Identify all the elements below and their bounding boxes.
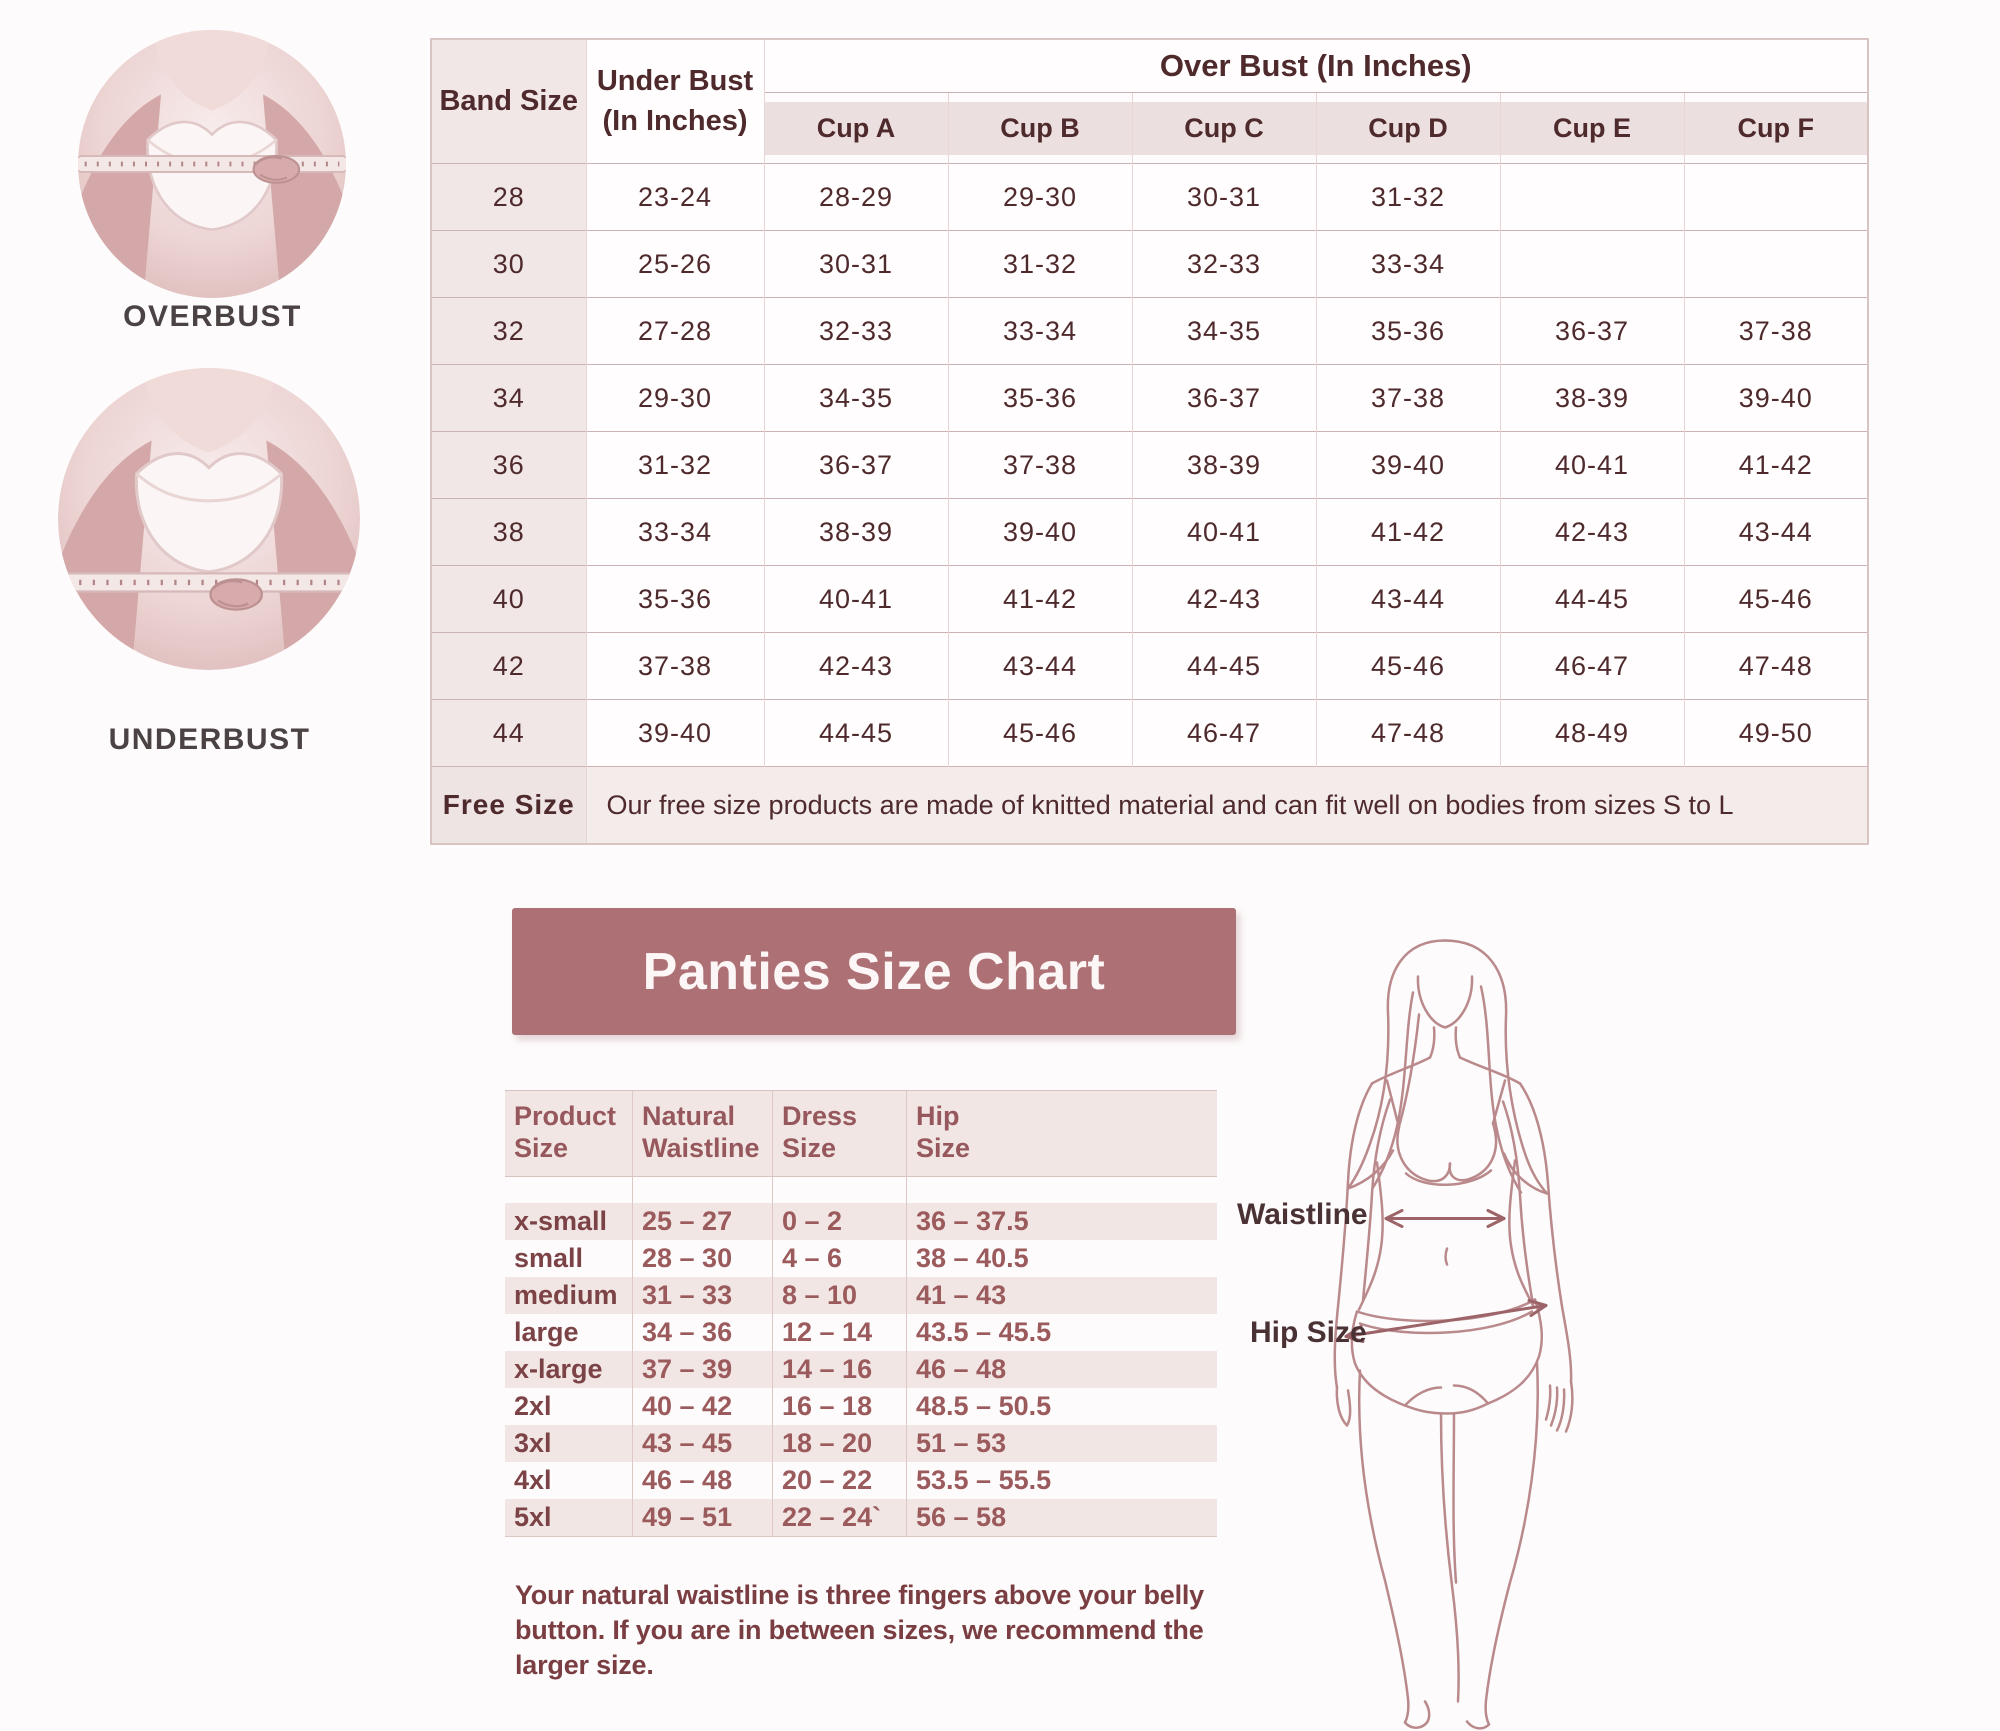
cup-a-cell: 30-31	[764, 231, 948, 298]
panties-chart-title: Panties Size Chart	[512, 908, 1236, 1035]
under-bust-cell: 23-24	[586, 164, 764, 231]
hip-size-cell: 56 – 58	[916, 1501, 1007, 1532]
header-line1: Product	[514, 1101, 617, 1131]
waistline-cell: 28 – 30	[633, 1240, 773, 1277]
cup-d-cell: 31-32	[1316, 164, 1500, 231]
bra-size-row	[431, 499, 1868, 566]
panties-size-table	[505, 1090, 1217, 1537]
hand-art	[211, 579, 262, 609]
hip-size-cell: 43.5 – 45.5	[916, 1316, 1052, 1347]
cup-c-cell: 36-37	[1132, 365, 1316, 432]
band-size-cell: 40	[431, 566, 586, 633]
waistline-cell: 40 – 42	[633, 1388, 773, 1425]
hip-size-header	[907, 1091, 1217, 1176]
panties-table-body	[505, 1203, 1217, 1537]
cup-c-cell: 44-45	[1132, 633, 1316, 700]
header-line2: Size	[514, 1133, 569, 1164]
cup-f-cell	[1684, 164, 1868, 231]
product-size-cell: x-large	[505, 1351, 633, 1388]
natural-waistline-header	[633, 1091, 773, 1176]
waistline-cell: 34 – 36	[633, 1314, 773, 1351]
panties-row	[505, 1351, 1217, 1388]
bra-size-row	[431, 633, 1868, 700]
waistline-note: Your natural waistline is three fingers above your belly button. If you are in between sizes, we recommend the larger size.	[515, 1580, 1204, 1681]
cup-d-cell: 45-46	[1316, 633, 1500, 700]
bra-size-row	[431, 700, 1868, 767]
cup-d-cell: 47-48	[1316, 700, 1500, 767]
spacer-cell	[907, 1177, 1217, 1203]
cup-f-cell	[1684, 231, 1868, 298]
waistline-cell: 25 – 27	[633, 1203, 773, 1240]
cup-e-cell: 48-49	[1500, 700, 1684, 767]
band-size-cell: 32	[431, 298, 586, 365]
dress-size-cell: 12 – 14	[773, 1314, 907, 1351]
waistline-label: Waistline	[1237, 1198, 1368, 1231]
band-size-cell: 36	[431, 432, 586, 499]
hip-size-cell: 48.5 – 50.5	[916, 1390, 1052, 1421]
cup-a-cell: 34-35	[764, 365, 948, 432]
cup-f-cell: 37-38	[1684, 298, 1868, 365]
cup-a-cell: 28-29	[764, 164, 948, 231]
underbust-illustration	[58, 368, 360, 670]
product-size-cell: 2xl	[505, 1388, 633, 1425]
cup-b-cell: 45-46	[948, 700, 1132, 767]
under-bust-cell: 39-40	[586, 700, 764, 767]
product-size-cell: small	[505, 1240, 633, 1277]
panties-row	[505, 1314, 1217, 1351]
overbust-caption: OVERBUST	[123, 300, 302, 333]
bra-size-row	[431, 298, 1868, 365]
panties-row	[505, 1499, 1217, 1536]
panties-header-row	[505, 1090, 1217, 1177]
cup-d-cell: 35-36	[1316, 298, 1500, 365]
under-bust-header-line2: (In Inches)	[602, 104, 748, 137]
band-size-cell: 28	[431, 164, 586, 231]
dress-size-cell: 22 – 24`	[773, 1499, 907, 1536]
cup-f-cell: 47-48	[1684, 633, 1868, 700]
overbust-header-row	[431, 39, 1868, 93]
hip-size-arrow	[1346, 1301, 1546, 1342]
cup-a-cell: 44-45	[764, 700, 948, 767]
cup-a-cell: 38-39	[764, 499, 948, 566]
under-bust-cell: 37-38	[586, 633, 764, 700]
cup-d-cell: 33-34	[1316, 231, 1500, 298]
bra-size-row	[431, 231, 1868, 298]
cup-b-cell: 43-44	[948, 633, 1132, 700]
cup-c-cell: 40-41	[1132, 499, 1316, 566]
cup-e-header: Cup E	[1500, 93, 1684, 164]
panties-row	[505, 1425, 1217, 1462]
belly-button-mark	[1446, 1249, 1448, 1265]
waistline-cell: 49 – 51	[633, 1499, 773, 1536]
hip-size-cell: 51 – 53	[916, 1427, 1007, 1458]
cup-e-cell: 42-43	[1500, 499, 1684, 566]
panty-art	[1352, 1300, 1542, 1414]
spacer-cell	[505, 1177, 633, 1203]
cup-b-cell: 35-36	[948, 365, 1132, 432]
panties-spacer-row	[505, 1177, 1217, 1203]
dress-size-cell: 14 – 16	[773, 1351, 907, 1388]
header-line1: Hip	[916, 1101, 960, 1131]
cup-a-cell: 32-33	[764, 298, 948, 365]
cup-f-cell: 41-42	[1684, 432, 1868, 499]
spacer-cell	[633, 1177, 773, 1203]
underbust-caption: UNDERBUST	[108, 723, 311, 756]
cup-f-cell: 39-40	[1684, 365, 1868, 432]
cup-c-cell: 32-33	[1132, 231, 1316, 298]
legs-art	[1359, 1363, 1537, 1729]
overbust-illustration	[78, 30, 346, 298]
dress-size-cell: 4 – 6	[773, 1240, 907, 1277]
product-size-cell: 3xl	[505, 1425, 633, 1462]
cup-e-cell: 38-39	[1500, 365, 1684, 432]
cup-c-cell: 34-35	[1132, 298, 1316, 365]
cup-f-cell: 45-46	[1684, 566, 1868, 633]
hip-size-cell: 53.5 – 55.5	[916, 1464, 1052, 1495]
band-size-cell: 30	[431, 231, 586, 298]
header-line2: Size	[916, 1133, 971, 1164]
waistline-cell: 43 – 45	[633, 1425, 773, 1462]
free-size-label: Free Size	[431, 767, 586, 845]
cup-d-cell: 43-44	[1316, 566, 1500, 633]
face-art	[1418, 977, 1472, 1058]
cup-b-cell: 41-42	[948, 566, 1132, 633]
over-bust-header: Over Bust (In Inches)	[764, 39, 1868, 93]
waistline-arrow	[1386, 1211, 1504, 1227]
under-bust-header-line1: Under Bust	[596, 65, 754, 98]
cup-d-header: Cup D	[1316, 93, 1500, 164]
bra-size-row	[431, 432, 1868, 499]
cup-d-cell: 39-40	[1316, 432, 1500, 499]
cup-f-cell: 49-50	[1684, 700, 1868, 767]
hip-size-cell: 41 – 43	[916, 1279, 1007, 1310]
panties-row	[505, 1277, 1217, 1314]
cup-b-cell: 29-30	[948, 164, 1132, 231]
cup-c-cell: 38-39	[1132, 432, 1316, 499]
cup-c-cell: 30-31	[1132, 164, 1316, 231]
bra-size-row	[431, 164, 1868, 231]
dress-size-cell: 8 – 10	[773, 1277, 907, 1314]
panties-row	[505, 1203, 1217, 1240]
underbust-photo	[58, 368, 360, 670]
hand-art	[254, 156, 300, 183]
cup-e-cell: 40-41	[1500, 432, 1684, 499]
under-bust-cell: 33-34	[586, 499, 764, 566]
under-bust-cell: 31-32	[586, 432, 764, 499]
bra-size-row	[431, 365, 1868, 432]
cup-e-cell: 44-45	[1500, 566, 1684, 633]
cup-a-cell: 40-41	[764, 566, 948, 633]
cup-a-header: Cup A	[764, 93, 948, 164]
waistline-cell: 31 – 33	[633, 1277, 773, 1314]
band-size-cell: 38	[431, 499, 586, 566]
cup-b-cell: 39-40	[948, 499, 1132, 566]
under-bust-cell: 35-36	[586, 566, 764, 633]
cup-e-cell: 36-37	[1500, 298, 1684, 365]
cup-d-cell: 41-42	[1316, 499, 1500, 566]
measurement-arrows	[1346, 1211, 1546, 1342]
under-bust-cell: 29-30	[586, 365, 764, 432]
cup-f-cell: 43-44	[1684, 499, 1868, 566]
cup-e-cell	[1500, 164, 1684, 231]
cup-e-cell: 46-47	[1500, 633, 1684, 700]
dress-size-cell: 0 – 2	[773, 1203, 907, 1240]
header-line2: Size	[782, 1133, 837, 1164]
header-line1: Natural	[642, 1101, 736, 1131]
panties-row	[505, 1462, 1217, 1499]
under-bust-cell: 27-28	[586, 298, 764, 365]
bra-art	[1397, 1124, 1496, 1185]
product-size-cell: 5xl	[505, 1499, 633, 1536]
spacer-cell	[773, 1177, 907, 1203]
band-size-cell: 42	[431, 633, 586, 700]
product-size-cell: 4xl	[505, 1462, 633, 1499]
cup-d-cell: 37-38	[1316, 365, 1500, 432]
band-size-header: Band Size	[431, 39, 586, 164]
measuring-tape-icon	[58, 573, 360, 591]
product-size-cell: x-small	[505, 1203, 633, 1240]
bra-size-row	[431, 566, 1868, 633]
hip-size-cell: 36 – 37.5	[916, 1205, 1029, 1236]
header-line2: Waistline	[642, 1133, 760, 1164]
hip-size-cell: 38 – 40.5	[916, 1242, 1029, 1273]
cup-c-cell: 42-43	[1132, 566, 1316, 633]
free-size-row	[431, 767, 1868, 845]
panties-row	[505, 1240, 1217, 1277]
free-size-description: Our free size products are made of knitted material and can fit well on bodies from sizes S to L	[586, 767, 1868, 845]
panties-row	[505, 1388, 1217, 1425]
overbust-photo	[78, 30, 346, 298]
bra-size-table	[430, 38, 1869, 845]
under-bust-cell: 25-26	[586, 231, 764, 298]
cup-a-cell: 36-37	[764, 432, 948, 499]
hip-size-cell: 46 – 48	[916, 1353, 1007, 1384]
product-size-cell: medium	[505, 1277, 633, 1314]
band-size-cell: 44	[431, 700, 586, 767]
measuring-tape-icon	[78, 156, 346, 172]
cup-b-cell: 33-34	[948, 298, 1132, 365]
cup-b-cell: 37-38	[948, 432, 1132, 499]
product-size-cell: large	[505, 1314, 633, 1351]
cup-c-cell: 46-47	[1132, 700, 1316, 767]
dress-size-cell: 16 – 18	[773, 1388, 907, 1425]
cup-a-cell: 42-43	[764, 633, 948, 700]
waistline-cell: 37 – 39	[633, 1351, 773, 1388]
torso-art	[1359, 1161, 1533, 1310]
band-size-cell: 34	[431, 365, 586, 432]
cup-b-cell: 31-32	[948, 231, 1132, 298]
waistline-cell: 46 – 48	[633, 1462, 773, 1499]
under-bust-header	[586, 39, 764, 164]
cup-e-cell	[1500, 231, 1684, 298]
dress-size-header	[773, 1091, 907, 1176]
cup-b-header: Cup B	[948, 93, 1132, 164]
cup-c-header: Cup C	[1132, 93, 1316, 164]
product-size-header	[505, 1091, 633, 1176]
dress-size-cell: 18 – 20	[773, 1425, 907, 1462]
dress-size-cell: 20 – 22	[773, 1462, 907, 1499]
header-line1: Dress	[782, 1101, 858, 1131]
cup-f-header: Cup F	[1684, 93, 1868, 164]
hip-size-label: Hip Size	[1250, 1316, 1367, 1349]
